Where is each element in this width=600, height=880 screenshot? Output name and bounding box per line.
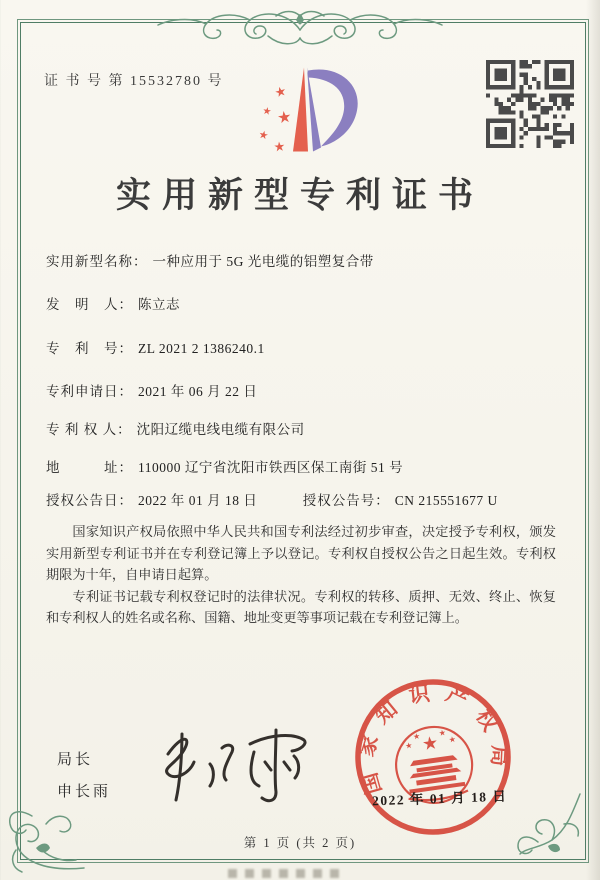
field-label: 专利申请日： [46,384,133,399]
page-edge-shadow [586,0,600,880]
field-label: 地 址： [46,460,133,475]
seal-text: 国家知识产权局 [353,679,513,797]
field-value: 一种应用于 5G 光电缆的铝塑复合带 [152,254,374,269]
official-seal [339,663,526,850]
certificate-number [44,70,224,90]
certificate-number-prefix: 证 书 号 第 [44,74,125,89]
field-address [46,456,403,476]
field-value: 陈立志 [138,297,180,312]
field-label: 专 利 号： [46,341,133,356]
field-utility-model-name [46,250,374,270]
field-label: 专 利 权 人： [46,422,132,437]
grant-date-label: 授权公告日： [46,493,133,508]
field-value: ZL 2021 2 1386240.1 [138,341,265,356]
certificate-number-suffix: 号 [207,74,224,89]
field-label: 实用新型名称： [46,254,148,269]
svg-text:★: ★ [276,108,293,128]
qr-code [486,60,574,148]
legal-paragraph-2: 专利证书记载专利权登记时的法律状况。专利权的转移、质押、无效、终止、恢复和专利权人的姓名或名称、国籍、地址变更等事项记载在专利登记簿上。 [46,588,556,625]
legal-text-block [46,521,556,629]
certificate-title: 实用新型专利证书 [115,176,484,215]
field-label: 发 明 人： [46,297,133,312]
field-value: 110000 辽宁省沈阳市铁西区保工南街 51 号 [138,460,404,475]
svg-text:★: ★ [272,82,289,101]
grant-date-value: 2022 年 01 月 18 日 [138,493,258,508]
svg-text:★: ★ [272,138,286,155]
field-patent-number [46,337,265,357]
field-patentee [46,418,305,438]
field-grant-announcement [46,489,498,509]
cut-off-text [228,869,348,880]
director-signature [148,720,328,810]
svg-text:★: ★ [404,740,413,751]
svg-text:★: ★ [438,728,447,738]
svg-text:★: ★ [420,732,440,755]
signer-block [57,744,111,808]
certificate-number-value: 15532780 [130,74,202,89]
grant-number-label: 授权公告号： [302,493,390,508]
legal-paragraph-1: 国家知识产权局依照中华人民共和国专利法经过初步审查，决定授予专利权，颁发实用新型专利证书并在专利登记簿上予以登记。专利权自授权公告之日起生效。专利权期限为十年，自申请日起算。 [46,524,556,582]
cnipa-logo-icon [236,56,386,164]
signer-title: 局长 [57,752,94,768]
field-value: 沈阳辽缆电线电缆有限公司 [136,422,305,437]
svg-text:★: ★ [448,734,457,745]
field-value: 2021 年 06 月 22 日 [138,384,258,399]
svg-text:★: ★ [261,105,273,119]
svg-text:★: ★ [257,128,270,143]
field-inventor [46,293,180,313]
svg-text:★: ★ [412,731,421,742]
grant-number-value: CN 215551677 U [394,493,498,508]
signer-name: 申长雨 [57,784,112,800]
field-application-date [46,380,257,400]
seal-date: 2022 年 01 月 18 日 [371,788,508,809]
page-number: 第 1 页 (共 2 页) [243,836,357,850]
